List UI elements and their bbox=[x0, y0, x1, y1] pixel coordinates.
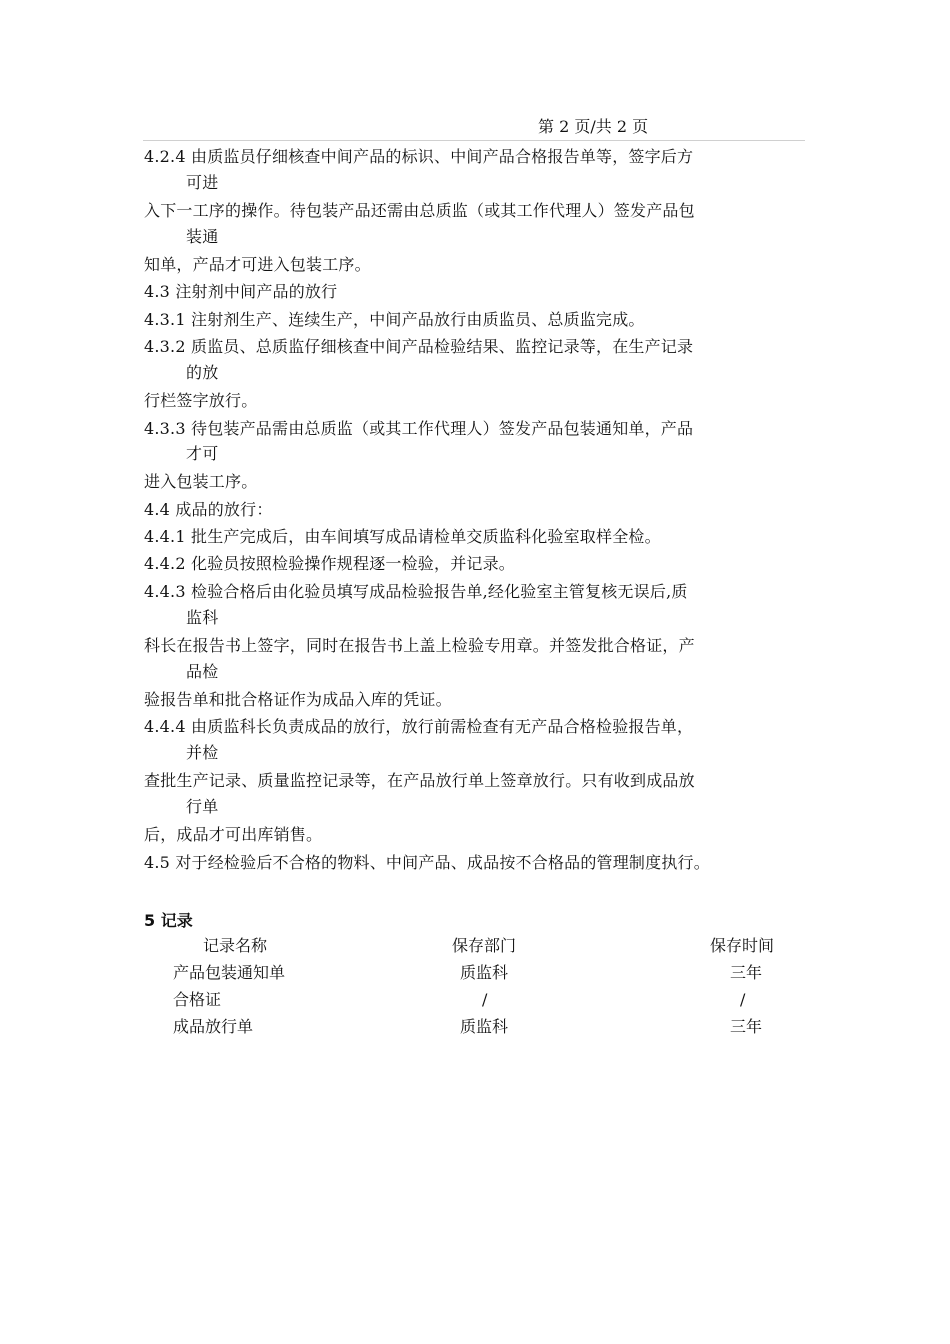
table-cell: / bbox=[740, 990, 746, 1009]
records-section-title: 5 记录 bbox=[144, 911, 193, 930]
text-line: 查批生产记录、质量监控记录等，在产品放行单上签章放行。只有收到成品放 bbox=[144, 771, 695, 790]
text-line: 才可 bbox=[186, 444, 219, 463]
text-line: 4.4 成品的放行： bbox=[144, 500, 273, 519]
text-line: 科长在报告书上签字，同时在报告书上盖上检验专用章。并签发批合格证，产 bbox=[144, 636, 695, 655]
text-line: 4.4.3 检验合格后由化验员填写成品检验报告单,经化验室主管复核无误后,质 bbox=[144, 582, 688, 601]
text-line: 监科 bbox=[186, 608, 219, 627]
column-header-retention: 保存时间 bbox=[710, 936, 775, 955]
text-line: 4.4.2 化验员按照检验操作规程逐一检验，并记录。 bbox=[144, 554, 515, 573]
text-line: 4.2.4 由质监员仔细核查中间产品的标识、中间产品合格报告单等，签字后方 bbox=[144, 147, 694, 166]
text-line: 4.5 对于经检验后不合格的物料、中间产品、成品按不合格品的管理制度执行。 bbox=[144, 853, 710, 872]
text-line: 4.3.1 注射剂生产、连续生产，中间产品放行由质监员、总质监完成。 bbox=[144, 310, 645, 329]
table-cell: / bbox=[482, 990, 488, 1009]
table-cell: 三年 bbox=[730, 1017, 763, 1036]
text-line: 入下一工序的操作。待包装产品还需由总质监（或其工作代理人）签发产品包 bbox=[144, 201, 695, 220]
text-line: 4.4.4 由质监科长负责成品的放行，放行前需检查有无产品合格检验报告单， bbox=[144, 717, 694, 736]
text-line: 可进 bbox=[186, 173, 219, 192]
table-cell: 质监科 bbox=[460, 1017, 509, 1036]
text-line: 后，成品才可出库销售。 bbox=[144, 825, 323, 844]
table-cell: 合格证 bbox=[173, 990, 222, 1009]
text-line: 验报告单和批合格证作为成品入库的凭证。 bbox=[144, 690, 452, 709]
table-cell: 三年 bbox=[730, 963, 763, 982]
text-line: 4.4.1 批生产完成后，由车间填写成品请检单交质监科化验室取样全检。 bbox=[144, 527, 661, 546]
text-line: 4.3 注射剂中间产品的放行 bbox=[144, 282, 338, 301]
table-cell: 产品包装通知单 bbox=[173, 963, 286, 982]
column-header-department: 保存部门 bbox=[452, 936, 517, 955]
text-line: 4.3.3 待包装产品需由总质监（或其工作代理人）签发产品包装通知单，产品 bbox=[144, 419, 694, 438]
text-line: 进入包装工序。 bbox=[144, 472, 258, 491]
text-line: 行栏签字放行。 bbox=[144, 391, 258, 410]
table-cell: 质监科 bbox=[460, 963, 509, 982]
text-line: 并检 bbox=[186, 743, 219, 762]
text-line: 装通 bbox=[186, 227, 219, 246]
column-header-record-name: 记录名称 bbox=[203, 936, 268, 955]
table-cell: 成品放行单 bbox=[173, 1017, 254, 1036]
text-line: 的放 bbox=[186, 363, 219, 382]
text-line: 品检 bbox=[186, 662, 219, 681]
text-line: 知单，产品才可进入包装工序。 bbox=[144, 255, 371, 274]
text-line: 4.3.2 质监员、总质监仔细核查中间产品检验结果、监控记录等，在生产记录 bbox=[144, 337, 694, 356]
page-number: 第 2 页/共 2 页 bbox=[538, 117, 649, 136]
text-line: 行单 bbox=[186, 797, 219, 816]
